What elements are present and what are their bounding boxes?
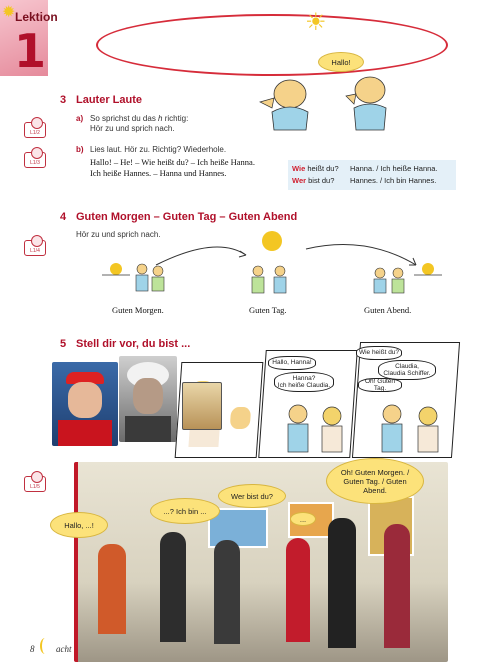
exercise-3b-text-2: Ich heiße Hannes. – Hanna und Hannes. <box>90 168 227 178</box>
comic-strip <box>178 342 460 462</box>
table-row: Wie heißt du? <box>292 164 339 173</box>
exercise-3a-instruction-2: Hör zu und sprich nach. <box>90 124 175 133</box>
greeting-caption-evening: Guten Abend. <box>364 305 412 315</box>
exercise-3b-letter: b) <box>76 145 84 154</box>
celebrity-photo-3 <box>182 382 222 430</box>
section-3-number: 3 <box>60 94 67 106</box>
sun-icon: ☀ <box>305 9 327 36</box>
comic-bubble: Oh! Guten Tag. <box>358 378 402 392</box>
cd-track-icon[interactable]: L1/3 <box>24 152 46 168</box>
phrase-table <box>288 160 456 190</box>
exercise-3b-instruction: Lies laut. Hör zu. Richtig? Wiederhole. <box>90 145 227 154</box>
table-cell: Hanna. / Ich heiße Hanna. <box>350 164 438 173</box>
section-5-title: Stell dir vor, du bist ... <box>76 338 191 350</box>
greetings-illustration <box>96 225 456 305</box>
greeting-caption-day: Guten Tag. <box>249 305 287 315</box>
celebrity-photo-1 <box>52 362 118 446</box>
shouting-figures-illustration <box>250 72 410 132</box>
speech-bubble: Wer bist du? <box>218 484 286 508</box>
comic-bubble: Hallo, Hanna! <box>268 356 316 370</box>
comic-characters-illustration <box>268 398 456 458</box>
greeting-caption-morning: Guten Morgen. <box>112 305 164 315</box>
cd-track-icon[interactable]: L1/2 <box>24 122 46 138</box>
comic-bubble: Claudia, Claudia Schiffer. <box>378 360 436 380</box>
speech-bubble: Hallo, ...! <box>50 512 108 538</box>
sun-icon: ✹ <box>2 4 16 21</box>
section-4-number: 4 <box>60 211 67 223</box>
table-cell: Hannes. / Ich bin Hannes. <box>350 176 437 185</box>
section-5-number: 5 <box>60 338 67 350</box>
comic-bubble: Wie heißt du? <box>356 346 402 360</box>
page-word: acht <box>56 644 72 654</box>
table-row: Wer bist du? <box>292 176 335 185</box>
speech-bubble: ... <box>290 512 316 526</box>
header-oval <box>96 14 448 76</box>
exercise-3a-letter: a) <box>76 114 84 123</box>
exercise-3b-text-1: Hallo! – He! – Wie heißt du? – Ich heiße Hanna. <box>90 157 255 167</box>
lesson-label: Lektion <box>15 10 58 24</box>
section-3-title: Lauter Laute <box>76 94 143 106</box>
cd-track-icon[interactable]: L1/5 <box>24 476 46 492</box>
footer-decoration <box>40 638 50 654</box>
section-4-title: Guten Morgen – Guten Tag – Guten Abend <box>76 211 298 223</box>
speech-bubble: Oh! Guten Morgen. / Guten Tag. / Guten Abend. <box>326 458 424 504</box>
hallo-bubble: Hallo! <box>318 52 364 72</box>
comic-bubble: Hanna? Ich heiße Claudia. <box>274 372 334 392</box>
speech-bubble: ...? Ich bin ... <box>150 498 220 524</box>
exercise-4-instruction: Hör zu und sprich nach. <box>76 230 161 239</box>
exercise-3a-instruction: So sprichst du das h richtig: <box>90 114 189 123</box>
page-number: 8 <box>30 644 35 654</box>
celebrity-photo-2 <box>119 356 177 442</box>
cd-track-icon[interactable]: L1/4 <box>24 240 46 256</box>
lesson-number: 1 <box>14 24 47 78</box>
